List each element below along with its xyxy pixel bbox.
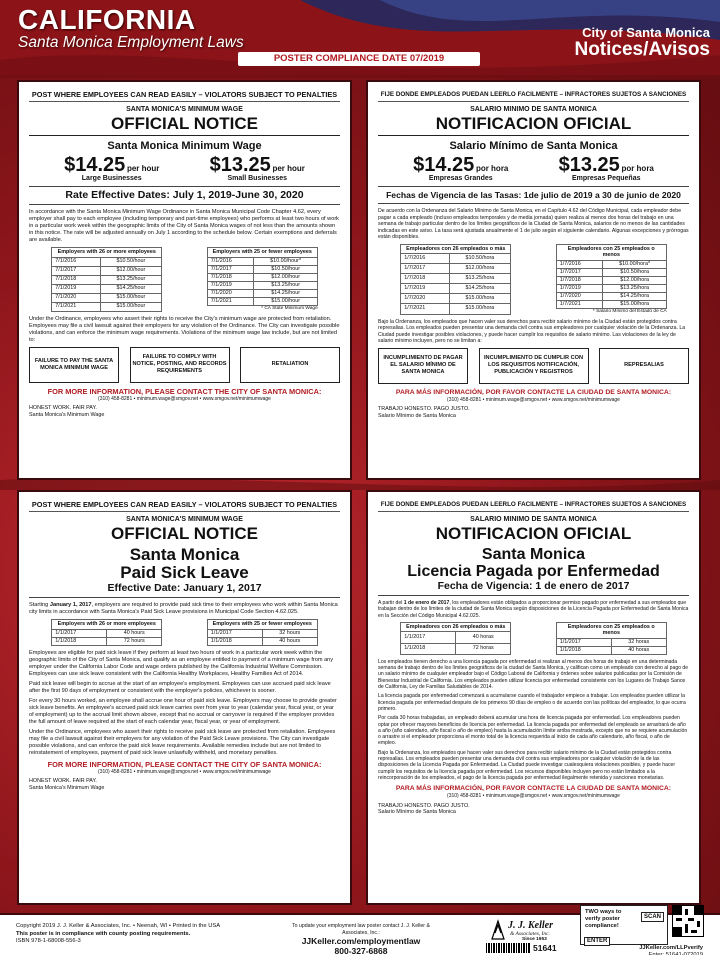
footer-contact [286, 923, 436, 955]
logo-company: & Associates, Inc. [510, 931, 550, 937]
effective-dates: Rate Effective Dates: July 1, 2019-June 30, 2020 [29, 186, 340, 205]
ordinance-name: SALARIO MINIMO DE SANTA MONICA [470, 106, 597, 113]
table-row [401, 274, 511, 284]
value-cell: $15.00/hour [254, 297, 317, 305]
rate-amount: $14.25 [413, 154, 475, 176]
table-row [52, 293, 162, 302]
rate-large [413, 155, 508, 183]
footer-url[interactable]: JJKeller.com/employmentlaw [301, 936, 421, 946]
date-cell: 1/7/2019 [401, 284, 449, 294]
value-cell: $14.25/hour [254, 289, 317, 297]
panel-minimum-wage-english [17, 80, 352, 480]
table-row [556, 292, 666, 300]
value-cell: 40 hours [262, 637, 317, 645]
table-row [401, 643, 511, 654]
more-info-heading: FOR MORE INFORMATION, PLEASE CONTACT THE CITY OF SANTA MONICA: [47, 759, 322, 769]
value-cell: $10.50/hora [449, 254, 511, 264]
slogan [29, 405, 340, 418]
table-row [207, 265, 317, 273]
date-cell: 7/1/2018 [207, 273, 254, 281]
table-large-employers [400, 622, 511, 655]
slogan [29, 778, 340, 791]
slogan-line: Santa Monica's Minimum Wage [29, 784, 105, 791]
violation-box: FAILURE TO PAY THE SANTA MONICA MINIMUM WAGE [29, 347, 119, 383]
table-row [207, 257, 317, 265]
slogan-line: Santa Monica's Minimum Wage [29, 411, 105, 418]
value-cell: $10.00/hora* [603, 260, 666, 268]
logo-name: J. J. Keller [508, 920, 553, 931]
value-cell: $10.50/hour [254, 265, 317, 273]
table-small-employers [207, 619, 318, 646]
notice-heading: NOTIFICACION OFICIAL [378, 114, 689, 136]
notice-heading: OFFICIAL NOTICE [110, 524, 258, 543]
notice-heading: NOTIFICACION OFICIAL [435, 524, 632, 543]
rate-tables [378, 244, 689, 315]
table-row [207, 637, 317, 645]
body-text-part: , los empleadores están obligados a proporcionar permiso pagado por enfermedad a sus empleados que trabajan dentro de los límites de la ciudad de Santa Monica según disposiciones de la Licencia Pagada por Enfermedad de Santa Monica en la Sección del Código Municipal 4.62.025. [378, 600, 689, 619]
rate-unit: per hour [272, 164, 305, 173]
date-cell: 1/1/2018 [556, 646, 611, 654]
city-label: City of Santa Monica [582, 25, 710, 40]
violation-box: INCUMPLIMIENTO DE PAGAR EL SALARIO MÍNIMO DE SANTA MONICA [378, 348, 468, 384]
value-cell: 72 hours [107, 637, 162, 645]
violation-box: INCUMPLIMIENTO DE CUMPLIR CON LOS REQUISITOS NOTIFICACIÓN, PUBLICACIÓN Y REGISTROS [479, 348, 589, 384]
table-header: Employers with 25 or fewer employees [207, 248, 317, 258]
date-cell: 1/7/2018 [556, 276, 603, 284]
value-cell: $10.50/hour [100, 257, 162, 266]
hour-tables [29, 619, 340, 646]
table-row [52, 302, 162, 311]
table-row [556, 638, 666, 646]
value-cell: $12.00/hour [100, 266, 162, 275]
slogan-line: Salario Mínimo de Santa Monica [378, 809, 456, 816]
slogan-line: Salario Mínimo de Santa Monica [378, 412, 456, 419]
table-header: Employers with 26 or more employees [52, 248, 162, 258]
date-cell: 7/1/2020 [207, 289, 254, 297]
ordinance-name: SANTA MONICA'S MINIMUM WAGE [126, 516, 243, 523]
violation-boxes [378, 348, 689, 384]
date-cell: 1/7/2016 [401, 254, 449, 264]
body-text-part: A partir del [378, 600, 404, 606]
table-row [52, 637, 162, 645]
date-cell: 1/7/2021 [556, 300, 603, 308]
date-cell: 1/1/2017 [52, 629, 107, 637]
value-cell: $12.00/hora [449, 264, 511, 274]
footer-legal [16, 923, 220, 946]
paragraph: Under the Ordinance, employees who assert their rights to receive paid sick leave are protected from retaliation. Employees may file a civil lawsuit against their employers for any violation of the Paid Sick Leave provisions. The City can investigate possible violations, and can enforce the paid sick leave requirements. Available remedies include but are not limited to reinstatement of employees, payment of paid sick leave unlawfully withheld, and monetary penalties. [29, 728, 336, 756]
paragraph: For every 30 hours worked, an employee shall accrue one hour of paid sick leave. Employers may choose to provide greater sick leave benefits. An employee's accrued paid sick leave carries over from year to year (calendar year, fiscal year, or year of employment) up to the accrual limit shown above, except that no accrual or carryover is required if the employer provides the full amount of leave required at the start of each calendar year, fiscal year, or year of employment. [29, 697, 337, 725]
value-cell: $14.25/hour [100, 284, 162, 293]
rate-amount: $13.25 [558, 154, 620, 176]
panel-minimum-wage-spanish [366, 80, 701, 480]
table-row [52, 284, 162, 293]
slogan-line: TRABAJO HONESTO. PAGO JUSTO. [378, 406, 470, 412]
table-row [556, 268, 666, 276]
date-cell: 1/1/2017 [207, 629, 262, 637]
body-text-2: Bajo la Ordenanza, los empleados que hacen valer sus derechos para recibir salario mínimo de la Ciudad están protegidos contra represalias. Los empleados pueden presentar una demanda civil contra sus empleadores por cualquier violación de la Ordenanza. La Ciudad puede investigar posibles violaciones, y puede hacer cumplir los requisitos de salario mínimo. Las violaciones de la ley de salario mínimo incluyen, pero no se limitan a: [378, 318, 686, 344]
paragraph: Bajo la Ordenanza, los empleados que hacen valer sus derechos para recibir salario mínimo de la Ciudad están protegidos contra represalias. Los empleados pueden presentar una demanda civil contra sus empleadores por cualquier violación de la de las disposiciones de la Licencia Pagada por Enfermedad. La Ciudad puede investigar cualesquiera violaciones posibles, y puede hacer cumplir los requisitos de la licencia pagada por enfermedad. Los recursos disponibles incluyen pero no están limitados a la reincorporación de los empleados, el pago de la licencia pagada por enfermedad ilegalmente retenida y sanciones monetarias. [378, 749, 676, 781]
table-row [207, 297, 317, 305]
rate-large [64, 155, 159, 183]
table-small-employers [556, 622, 667, 655]
violation-boxes [29, 347, 340, 383]
post-instruction: FIJE DONDE EMPLEADOS PUEDAN LEERLO FACILMENTE – INFRACTORES SUJETOS A SANCIONES [378, 90, 689, 102]
wage-title: Santa Monica Minimum Wage [107, 140, 262, 152]
table-row [556, 276, 666, 284]
verify-details [583, 945, 703, 955]
paragraph: Employees are eligible for paid sick leave if they perform at least two hours of work in a particular work week within the geographic limits of the City of Santa Monica, and qualify as an employee entitled to payment of a minimum wage from any employer under the California Labor Code and wage orders published by the California Industrial Welfare Commission. Employees can use sick leave consistent with the California Healthy Workplaces, Healthy Families Act of 2014. [29, 649, 334, 677]
contact-line: (310) 458-8281 • minimum.wage@smgov.net • www.smgov.net/minimumwage [98, 395, 271, 402]
table-small-employers [207, 247, 318, 306]
date-cell: 1/7/2016 [556, 260, 603, 268]
value-cell: $13.25/hour [254, 281, 317, 289]
date-cell: 1/7/2020 [556, 292, 603, 300]
slogan [378, 406, 689, 419]
table-row [401, 294, 511, 304]
date-cell: 1/7/2020 [401, 294, 449, 304]
violation-box: REPRESALIAS [599, 348, 689, 384]
rate-tables [29, 247, 340, 312]
poster-title: CALIFORNIA [18, 4, 196, 35]
date-cell: 1/1/2018 [52, 637, 107, 645]
table-row [401, 284, 511, 294]
value-cell: $10.50/hora [603, 268, 666, 276]
value-cell: $13.25/hora [449, 274, 511, 284]
date-cell: 1/1/2017 [556, 638, 611, 646]
body-text: In accordance with the Santa Monica Minimum Wage Ordinance in Santa Monica Municipal Code Chapter 4.62, every employer shall pay to each employee (including temporary and part-time employees) who performs at least two hours of work in a particular work week within the geographic limits of the City of Santa Monica wages of not less than the amounts shown in this notice. The rate will be adjusted annually on July 1 according to the schedule below. Certain exemptions and deferrals are available. [29, 209, 339, 243]
body-text-emphasis: 1 de enero de 2017 [403, 600, 450, 606]
date-cell: 7/1/2017 [52, 266, 100, 275]
more-info-heading: PARA MÁS INFORMACIÓN, POR FAVOR CONTACTE LA CIUDAD DE SANTA MONICA: [395, 388, 672, 396]
value-cell: 32 horas [611, 638, 666, 646]
date-cell: 7/1/2019 [207, 281, 254, 289]
more-info-heading: FOR MORE INFORMATION, PLEASE CONTACT THE CITY OF SANTA MONICA: [47, 386, 322, 396]
table-row [52, 629, 162, 637]
compliance-text: This poster is in compliance with county posting requirements. [16, 930, 191, 937]
value-cell: $14.25/hora [603, 292, 666, 300]
slogan-line: TRABAJO HONESTO. PAGO JUSTO. [378, 802, 470, 809]
effective-date: Effective Date: January 1, 2017 [29, 582, 340, 598]
body-text-2: Under the Ordinance, employees who assert their rights to receive the City's minimum wage are protected from retaliation. Employees may file a civil lawsuit against their employers for any violation of the Ordinance. The City can investigate possible violations, and can enforce the minimum wage requirements. Violations of the minimum wage law include, but are not limited to: [29, 315, 340, 343]
table-row [401, 264, 511, 274]
date-cell: 1/7/2019 [556, 284, 603, 292]
table-row [401, 632, 511, 643]
value-cell: $15.00/hora [449, 304, 511, 314]
table-row [401, 254, 511, 264]
table-row [556, 300, 666, 308]
verify-entry: Enter: 51641-072019 [648, 951, 703, 955]
notice-heading: OFFICIAL NOTICE [29, 114, 340, 136]
date-cell: 1/1/2018 [207, 637, 262, 645]
body-text: De acuerdo con la Ordenanza del Salario Mínimo de Santa Monica, en el Capítulo 4.62 del Código Municipal, cada empleador debe pagar a cada empleado (incluso empleados temporales y de media jornada) quien realiza al menos dos horas del trabajo en una semana de trabajo particular dentro de los límites geográficos de la Ciudad de Santa Monica, salarios de no menos de las cantidades indicadas en este aviso. La tasa será ajustada anualmente el 1 de julio según el siguiente calendario. Algunas excepciones y prórrogas están disponibles. [378, 208, 689, 240]
value-cell: $15.00/hora [449, 294, 511, 304]
ordinance-name: SALARIO MINIMO DE SANTA MONICA [470, 516, 597, 523]
logo-since: Since 1953 [522, 937, 547, 942]
table-row [556, 260, 666, 268]
leave-title-line: Santa Monica [481, 546, 586, 563]
table-row [207, 281, 317, 289]
table-footnote: * Salario Mínimo del Estado de CA [592, 308, 667, 314]
date-cell: 7/1/2016 [207, 257, 254, 265]
table-header: Empleadores con 26 empleados o más [401, 244, 511, 254]
violation-box: RETALIATION [240, 347, 340, 383]
slogan [378, 803, 689, 816]
date-cell: 1/1/2018 [401, 643, 456, 654]
paragraph: Por cada 30 horas trabajadas, un empleado deberá acumular una hora de licencia pagada por enfermedad. Los empleadores pueden optar por ofrecer mayores beneficios de licencia por enfermedad. La licencia pagada por enfermedad del empleado se arrastrará de año a año (año calendario, año fiscal o año de empleo) hasta la acumulación límite arriba mostrada, excepto que no se requiere acumulación o arrastre si el empleador proporciona el monto total de la licencia requerida al inicio de cada año calendario, año fiscal, o año de empleo. [378, 715, 688, 747]
date-cell: 1/1/2017 [401, 632, 456, 643]
slogan-line: HONEST WORK. FAIR PAY. [29, 778, 97, 784]
date-cell: 1/7/2021 [401, 304, 449, 314]
rate-label: Empresas Grandes [428, 175, 493, 182]
date-cell: 7/1/2018 [52, 275, 100, 284]
slogan-line: HONEST WORK. FAIR PAY. [29, 405, 97, 411]
value-cell: $15.00/hour [100, 302, 162, 311]
update-text: To update your employment law poster contact J. J. Keller & Associates, Inc.: [292, 923, 430, 936]
qr-code-icon[interactable] [672, 905, 704, 937]
contact-line: (310) 458-8281 • minimum.wage@smgov.net • www.smgov.net/minimumwage [447, 396, 620, 403]
leave-title-line: Santa Monica [129, 545, 240, 564]
rate-label: Large Businesses [81, 175, 142, 182]
value-cell: 40 horas [611, 646, 666, 654]
date-cell: 1/7/2018 [401, 274, 449, 284]
table-large-employers [400, 244, 511, 315]
table-row [52, 257, 162, 266]
value-cell: 72 horas [456, 643, 511, 654]
paragraph: Los empleados tienen derecho a una licencia pagada por enfermedad si realizan al menos dos horas de trabajo en una determinada semana de trabajo dentro de los límites geográficos de la ciudad de Santa Monica, y califican como un empleado con derecho al pago de un salario mínimo de cualquier empleador bajo el Código Laboral de California y órdenes sobre salarios publicadas por la Comisión de Bienestar Industrial de California. Los empleados pueden utilizar licencia por enfermedad consistente con los Lugares de Trabajo Sanos de California, Ley de Familias Saludables de 2014. [378, 658, 689, 691]
notices-label: Notices/Avisos [574, 39, 710, 60]
contact-line: (310) 458-8281 • minimum.wage@smgov.net • www.smgov.net/minimumwage [98, 768, 271, 775]
product-code: 51641 [533, 943, 557, 953]
violation-box: FAILURE TO COMPLY WITH NOTICE, POSTING, AND RECORDS REQUIREMENTS [130, 347, 230, 383]
verify-url[interactable]: JJKeller.com/LLPverify [639, 945, 703, 951]
value-cell: $13.25/hour [100, 275, 162, 284]
value-cell: $13.25/hora [603, 284, 666, 292]
header-right [490, 0, 720, 58]
isbn-text: ISBN 978-1-68008-556-3 [16, 938, 81, 944]
value-cell: $12.00/hora [603, 276, 666, 284]
effective-date: Fecha de Vigencia: 1 de enero de 2017 [378, 580, 689, 596]
value-cell: $14.25/hora [449, 284, 511, 294]
panel-sick-leave-spanish [366, 490, 701, 905]
ordinance-name: SANTA MONICA'S MINIMUM WAGE [126, 106, 243, 113]
table-row [207, 289, 317, 297]
date-cell: 7/1/2019 [52, 284, 100, 293]
rate-small [210, 155, 305, 183]
post-instruction: FIJE DONDE EMPLEADOS PUEDAN LEERLO FACILMENTE – INFRACTORES SUJETOS A SANCIONES [378, 500, 689, 512]
copyright-text: Copyright 2019 J. J. Keller & Associates, Inc. • Neenah, WI • Printed in the USA [16, 923, 221, 929]
paragraph: La licencia pagada por enfermedad comenzará a acumularse cuando el trabajador empiece a trabajar. Los empleados pueden utilizar la licencia pagada por enfermedad después de los primeros 90 días de empleo o de acuerdo con las políticas del empleador, lo que ocurra primero. [378, 693, 686, 712]
rate-label: Empresas Pequeñas [572, 175, 641, 182]
footer [0, 909, 720, 955]
wage-title: Salario Mínimo de Santa Monica [449, 140, 618, 152]
rate-unit: por hora [475, 164, 509, 173]
table-header: Empleadores con 25 empleados o menos [556, 622, 666, 638]
contact-line: (310) 458-8281 • minimum.wage@smgov.net • www.smgov.net/minimumwage [447, 793, 620, 800]
hour-tables [378, 622, 689, 655]
panel-sick-leave-english [17, 490, 352, 905]
date-cell: 7/1/2017 [207, 265, 254, 273]
post-instruction: POST WHERE EMPLOYEES CAN READ EASILY – VIOLATORS SUBJECT TO PENALTIES [29, 500, 340, 512]
verify-text: TWO ways to verify poster compliance! [585, 909, 622, 929]
body-text-emphasis: January 1, 2017 [49, 602, 92, 608]
rate-amount: $13.25 [209, 154, 271, 176]
body-text [29, 602, 340, 616]
table-small-employers [556, 244, 667, 309]
table-header: Employers with 25 or fewer employees [207, 620, 317, 630]
header-left [0, 0, 475, 58]
table-row [207, 273, 317, 281]
jj-keller-logo [490, 919, 570, 945]
compliance-date-bar: POSTER COMPLIANCE DATE 07/2019 [238, 52, 480, 66]
value-cell: $15.00/hora [603, 300, 666, 308]
date-cell: 1/7/2017 [401, 264, 449, 274]
value-cell: 40 hours [107, 629, 162, 637]
leave-title-line: Paid Sick Leave [120, 563, 249, 582]
rate-small [559, 155, 654, 183]
table-row [401, 304, 511, 314]
table-footnote: * CA State Minimum Wage [261, 305, 318, 311]
table-row [556, 284, 666, 292]
table-header: Employers with 26 or more employees [52, 620, 162, 630]
scan-label: SCAN [641, 912, 664, 922]
verify-box [580, 905, 668, 945]
rate-label: Small Businesses [227, 175, 287, 182]
paragraph: Paid sick leave will begin to accrue at the start of an employee's employment. Employees can use accrued paid sick leave after the first 90 days of employment or consistent with the employer's policies, whichever is sooner. [29, 680, 331, 694]
barcode-icon [486, 943, 531, 953]
table-header: Empleadores con 25 empleados o menos [556, 244, 666, 260]
date-cell: 7/1/2021 [52, 302, 100, 311]
table-row [52, 275, 162, 284]
table-header: Empleadores con 26 empleados o más [401, 622, 511, 632]
value-cell: 40 horas [456, 632, 511, 643]
more-info-heading: PARA MÁS INFORMACIÓN, POR FAVOR CONTACTE LA CIUDAD DE SANTA MONICA: [395, 785, 672, 793]
rate-amount: $14.25 [64, 154, 126, 176]
value-cell: 32 hours [262, 629, 317, 637]
wage-rates [388, 155, 679, 183]
date-cell: 7/1/2020 [52, 293, 100, 302]
date-cell: 1/7/2017 [556, 268, 603, 276]
post-instruction: POST WHERE EMPLOYEES CAN READ EASILY – VIOLATORS SUBJECT TO PENALTIES [29, 90, 340, 102]
value-cell: $15.00/hour [100, 293, 162, 302]
rate-unit: por hora [621, 164, 654, 173]
table-row [52, 266, 162, 275]
value-cell: $12.00/hour [254, 273, 317, 281]
value-cell: $10.00/hour* [254, 257, 317, 265]
date-cell: 7/1/2016 [52, 257, 100, 266]
poster-subtitle: Santa Monica Employment Laws [18, 34, 244, 51]
keller-mark-icon [490, 919, 506, 941]
date-cell: 7/1/2021 [207, 297, 254, 305]
wage-rates [39, 155, 330, 183]
effective-dates: Fechas de Vigencia de las Tasas: 1de julio de 2019 a 30 de junio de 2020 [378, 186, 689, 204]
body-text-part: Starting [29, 602, 50, 608]
footer-phone: 800-327-6868 [334, 946, 388, 955]
table-large-employers [51, 619, 162, 646]
enter-label: ENTER [584, 937, 610, 946]
body-text [378, 600, 689, 619]
table-row [207, 629, 317, 637]
body-text-part: , employers are required to provide paid sick time to their employees who work within Santa Monica city limits in accordance with Santa Monica's Paid Sick Leave provisions in Municipal Code Section 4.62.025. [29, 602, 338, 615]
rate-unit: per hour [126, 164, 160, 173]
table-large-employers [51, 247, 162, 312]
table-row [556, 646, 666, 654]
leave-title-line: Licencia Pagada por Enfermedad [407, 563, 660, 580]
